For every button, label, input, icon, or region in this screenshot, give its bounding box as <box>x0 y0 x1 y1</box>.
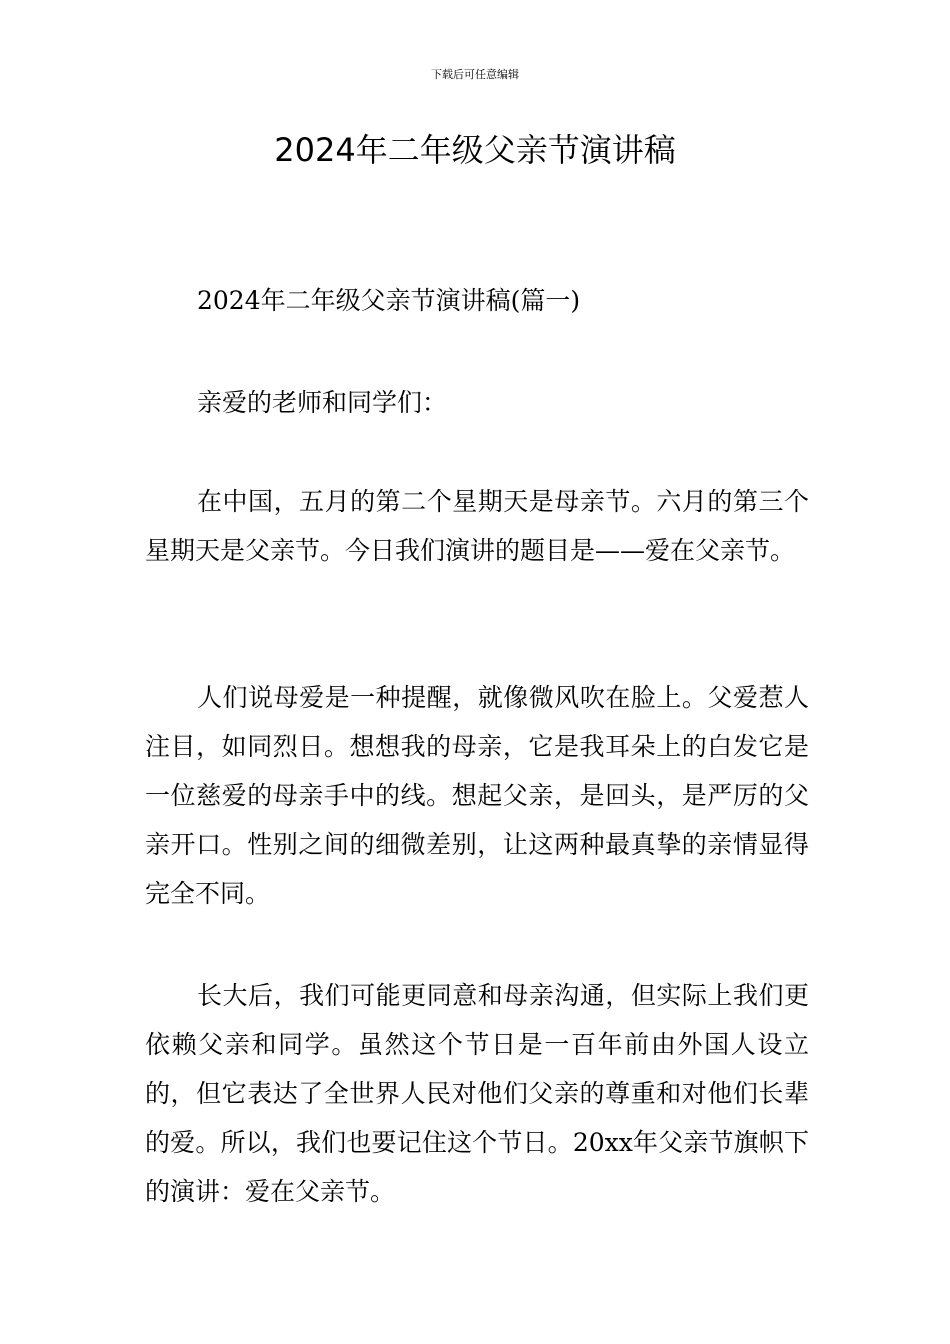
section-subtitle-block <box>145 276 809 325</box>
paragraph: 人们说母爱是一种提醒，就像微风吹在脸上。父爱惹人注目，如同烈日。想想我的母亲，它是我耳朵上的白发它是一位慈爱的母亲手中的线。想起父亲，是回头，是严厉的父亲开口。性别之间的细微差别，让这两种最真挚的亲情显得完全不同。 <box>145 683 809 908</box>
header-note: 下载后可任意编辑 <box>431 68 519 81</box>
paragraph: 在中国，五月的第二个星期天是母亲节。六月的第三个星期天是父亲节。今日我们演讲的题目是——爱在父亲节。 <box>145 487 809 565</box>
paragraph-block-1 <box>145 477 809 575</box>
section-subtitle: 2024年二年级父亲节演讲稿(篇一) <box>197 286 581 315</box>
greeting-block <box>145 378 809 427</box>
greeting: 亲爱的老师和同学们： <box>197 388 448 417</box>
paragraph: 长大后，我们可能更同意和母亲沟通，但实际上我们更依赖父亲和同学。虽然这个节日是一百年前由外国人设立的，但它表达了全世界人民对他们父亲的尊重和对他们长辈的爱。所以，我们也要记住这个节日。20xx年父亲节旗帜下的演讲：爱在父亲节。 <box>145 981 809 1206</box>
document-title: 2024年二年级父亲节演讲稿 <box>274 131 676 169</box>
paragraph-block-3 <box>145 971 809 1216</box>
paragraph-block-2 <box>145 673 809 918</box>
